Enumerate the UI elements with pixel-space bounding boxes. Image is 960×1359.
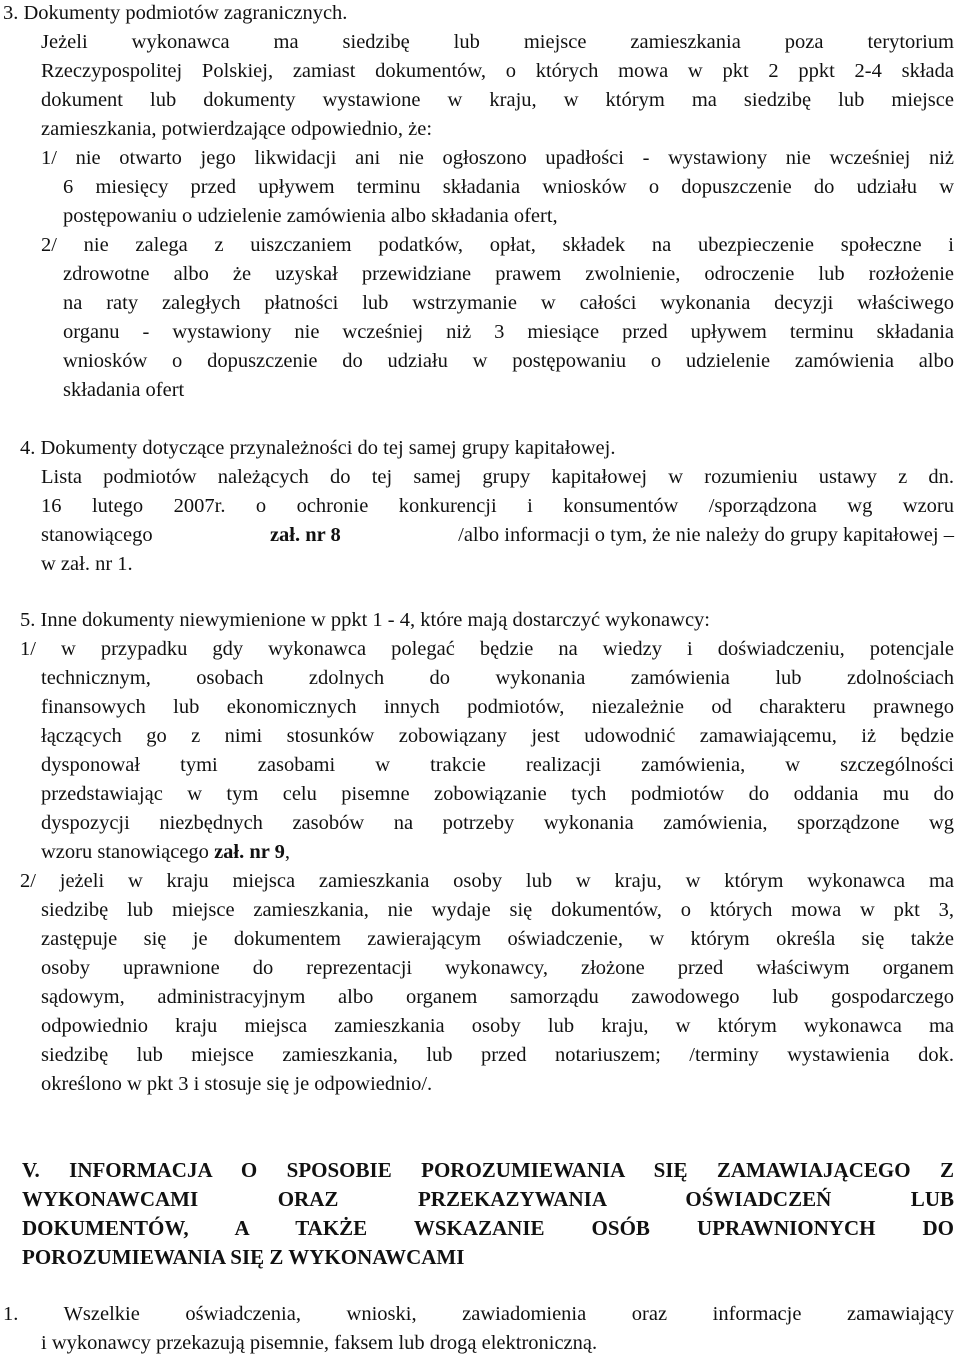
- section-4-line: w zał. nr 1.: [41, 553, 133, 575]
- section-5-item-1-line: 1/ w przypadku gdy wykonawca polegać będzie na wiedzy i doświadczeniu, potencjale: [20, 638, 954, 660]
- section-v-item-1-line: 1. Wszelkie oświadczenia, wnioski, zawiadomienia oraz informacje zamawiający: [3, 1303, 954, 1325]
- attachment-ref: zał. nr 8: [269, 524, 341, 546]
- section-4-line: Lista podmiotów należących do tej samej grupy kapitałowej w rozumieniu ustawy z dn.: [41, 466, 954, 488]
- section-5-item-1-line: łączących go z nimi stosunków zobowiązany jest udowodnić zamawiającemu, iż będzie: [41, 725, 954, 747]
- section-5-item-1-line: [41, 838, 290, 867]
- section-3-line: Jeżeli wykonawca ma siedzibę lub miejsce zamieszkania poza terytorium: [41, 31, 954, 53]
- section-4-text: stanowiącego: [41, 524, 153, 546]
- section-3-line: wniosków o dopuszczenie do udziału w postępowaniu o udzielenie zamówienia albo: [63, 350, 954, 372]
- section-5-item-2-line: 2/ jeżeli w kraju miejsca zamieszkania osoby lub w kraju, w którym wykonawca ma: [20, 870, 954, 892]
- section-5-item-2-line: siedzibę lub miejsce zamieszkania, nie wydaje się dokumentów, o których mowa w pkt 3,: [41, 899, 954, 921]
- section-5-text: ,: [284, 841, 290, 863]
- section-4-text: /albo informacji o tym, że nie należy do grupy kapitałowej –: [458, 524, 954, 546]
- section-5-item-2-line: odpowiednio kraju miejsca zamieszkania osoby lub kraju, w którym wykonawca ma: [41, 1015, 954, 1037]
- section-5-heading: 5. Inne dokumenty niewymienione w ppkt 1 - 4, które mają dostarczyć wykonawcy:: [20, 609, 710, 631]
- section-3-line: zdrowotne albo że uzyskał przewidziane prawem zwolnienie, odroczenie lub rozłożenie: [63, 263, 954, 285]
- section-v-title-line: V. INFORMACJA O SPOSOBIE POROZUMIEWANIA SIĘ ZAMAWIAJĄCEGO Z: [22, 1158, 954, 1182]
- section-5-item-2-line: określono w pkt 3 i stosuje się je odpowiednio/.: [41, 1073, 433, 1095]
- section-5-item-1-line: dysponował tymi zasobami w trakcie realizacji zamówienia, w szczególności: [41, 754, 954, 776]
- section-3-line: 1/ nie otwarto jego likwidacji ani nie ogłoszono upadłości - wystawiony nie wcześniej niż: [41, 147, 954, 169]
- section-3-line: Rzeczypospolitej Polskiej, zamiast dokumentów, o których mowa w pkt 2 ppkt 2-4 składa: [41, 60, 954, 82]
- section-5-item-2-line: zastępuje się je dokumentem zawierającym oświadczenie, w którym określa się także: [41, 928, 954, 950]
- section-5-item-1-line: przedstawiając w tym celu pisemne zobowiązanie tych podmiotów do oddania mu do: [41, 783, 954, 805]
- section-3-line: na raty zaległych płatności lub wstrzymanie w całości wykonania decyzji właściwego: [63, 292, 954, 314]
- section-v-item-1-line: i wykonawcy przekazują pisemnie, faksem lub drogą elektroniczną.: [41, 1332, 598, 1354]
- section-3-line: organu - wystawiony nie wcześniej niż 3 miesiące przed upływem terminu składania: [63, 321, 954, 343]
- section-5-item-1-line: finansowych lub ekonomicznych innych podmiotów, niezależnie od charakteru prawnego: [41, 696, 954, 718]
- section-5-text: wzoru stanowiącego: [41, 841, 209, 863]
- section-3-line: składania ofert: [63, 379, 185, 401]
- section-3-line: 2/ nie zalega z uiszczaniem podatków, opłat, składek na ubezpieczenie społeczne i: [41, 234, 954, 256]
- section-4-heading: 4. Dokumenty dotyczące przynależności do tej samej grupy kapitałowej.: [20, 437, 616, 459]
- section-v-title-line: WYKONAWCAMI ORAZ PRZEKAZYWANIA OŚWIADCZEŃ LUB: [22, 1187, 954, 1211]
- section-3-line: 6 miesięcy przed upływem terminu składania wniosków o dopuszczenie do udziału w: [63, 176, 954, 198]
- section-5-item-2-line: sądowym, administracyjnym albo organem samorządu zawodowego lub gospodarczego: [41, 986, 954, 1008]
- section-5-item-1-line: technicznym, osobach zdolnych do wykonania zamówienia lub zdolnościach: [41, 667, 954, 689]
- section-3-line: postępowaniu o udzielenie zamówienia albo składania ofert,: [63, 205, 558, 227]
- section-5-item-1-line: dyspozycji niezbędnych zasobów na potrzeby wykonania zamówienia, sporządzone wg: [41, 812, 954, 834]
- section-3-line: dokument lub dokumenty wystawione w kraju, w którym ma siedzibę lub miejsce: [41, 89, 954, 111]
- section-5-item-2-line: siedzibę lub miejsce zamieszkania, lub przed notariuszem; /terminy wystawienia dok.: [41, 1044, 954, 1066]
- section-v-title-line: DOKUMENTÓW, A TAKŻE WSKAZANIE OSÓB UPRAWNIONYCH DO: [22, 1216, 954, 1240]
- section-5-item-2-line: osoby uprawnione do reprezentacji wykonawcy, złożone przed właściwym organem: [41, 957, 954, 979]
- section-4-line: 16 lutego 2007r. o ochronie konkurencji i konsumentów /sporządzona wg wzoru: [41, 495, 954, 517]
- section-3-line: zamieszkania, potwierdzające odpowiednio, że:: [41, 118, 433, 140]
- attachment-ref: zał. nr 9: [214, 841, 285, 863]
- section-4-line: [41, 521, 954, 550]
- section-v-title-line: POROZUMIEWANIA SIĘ Z WYKONAWCAMI: [22, 1245, 465, 1269]
- section-3-heading: 3. Dokumenty podmiotów zagranicznych.: [3, 2, 348, 24]
